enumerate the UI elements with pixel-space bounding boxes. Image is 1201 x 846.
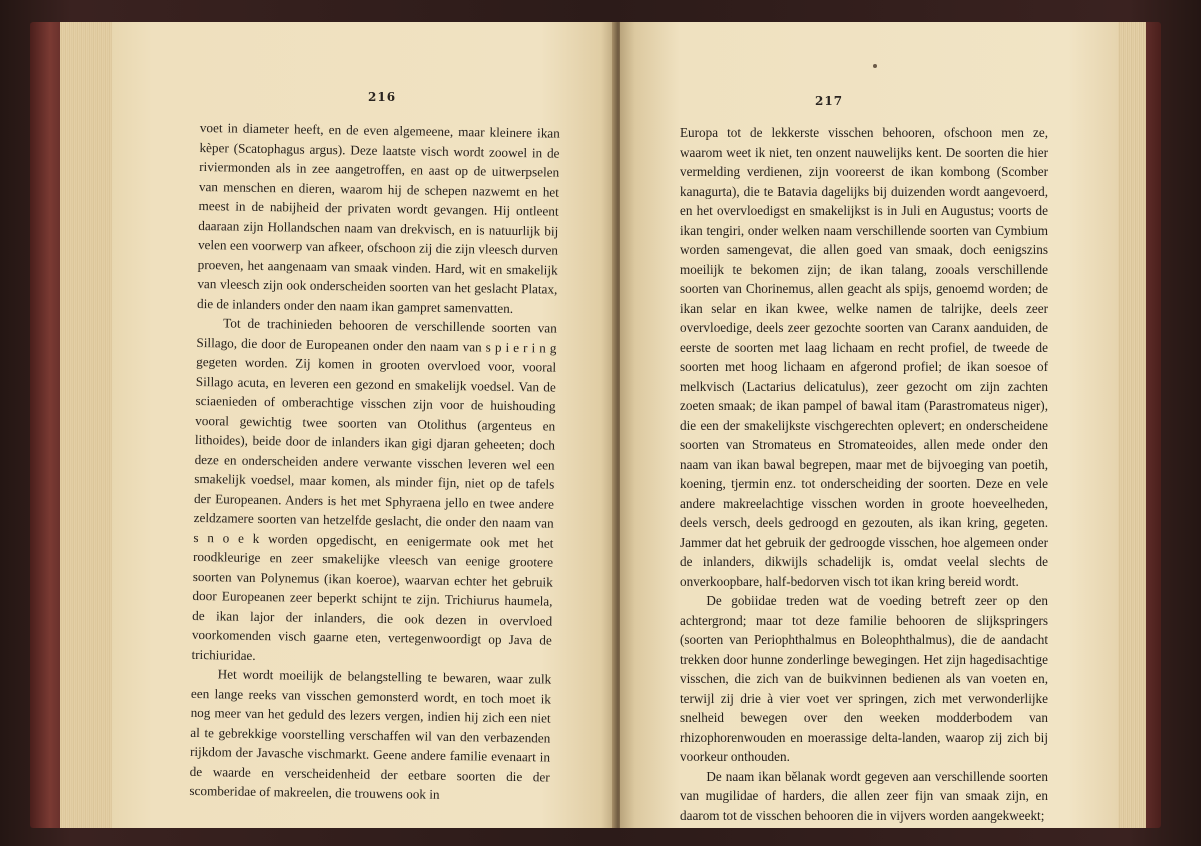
page-number: 216 [368,90,397,104]
paragraph: De naam ikan bělanak wordt gegeven aan verschillende soorten van mugilidae of harders, die allen zeer fijn van smaak zijn, en daarom tot de visschen behooren die in vijvers worden aangekweekt; [680,768,1048,823]
paragraph: Europa tot de lekkerste visschen behooren, ofschoon men ze, waarom weet ik niet, ten onzent nauwelijks kent. De soorten die hier vermelding verdienen, zijn vooreerst de ikan kombong (Scomber kanagurta), die te Batavia dagelijks bij duizenden wordt aangevoerd, en het overvloedigst en smakelijkst is in Juli en Augustus; voorts de ikan tengiri, onder welken naam verschillende soorten van Cymbium worden samengevat, die allen goed van smaak, doch eenigszins moeilijk te bekomen zijn; de ikan talang, zooals verschillende soorten van Chorinemus, allen geacht als spijs, genoemd worden; de ikan selar en ikan kwee, welke namen de talrijke, deels zeer overvloedige, deels zeer gezochte soorten van Caranx aanduiden, de eerste de soorten met laag lichaam en recht profiel, de tweede de soorten met hoog lichaam en afgerond profiel; de ikan soesoe of melkvisch (Lactarius delicatulus), zeer gezocht om zijn zachten zoeten smaak; de ikan pampel of bawal itam (Parastromateus niger), die een der smakelijkste vischgerechten oplevert; en onderscheidene soorten van Stromateus en Stromateoides, allen mede onder den naam van ikan bawal begrepen, maar met de bijvoeging van poetih, koening, tjermin enz. tot onderscheiding der soorten. Deze en vele andere makreelachtige visschen worden in groote hoeveelheden, deels versch, deels gedroogd en gezouten, als ikan kring, gegeten. Jammer dat het gebruik der gedroogde visschen, hoe algemeen onder de inlanders, dikwijls schadelijk is, omdat veelal slechts de onverkoopbare, half-bedorven visch tot ikan kring bereid wordt. [680,125,1048,589]
page-number: 217 [815,94,844,108]
page-edges-right [1114,22,1146,828]
paragraph: De gobiidae treden wat de voeding betreft zeer op den achtergrond; maar tot deze familie behooren de slijkspringers (soorten van Periophthalmus en Boleophthalmus), die de aandacht trekken door hunne zonderlinge bewegingen. Het zijn hagedisachtige visschen, die zich van de buikvinnen bedienen als van voeten en, terwijl zij drie à vier voet ver springen, zich met verwonderlijke snelheid bewegen over den weeken modderbodem van rhizophorenwouden en moerassige delta-landen, waarop zij zich bij voorkeur onthouden. [680,593,1048,764]
page-body [189,118,560,806]
paper-speck [873,64,877,68]
right-page [620,22,1118,828]
page-edges-left [60,22,118,828]
left-page [112,22,616,828]
paragraph: Tot de trachinieden behooren de verschillende soorten van Sillago, die door de Europeanen onder den naam van s p i e r i n g gegeten worden. Zij komen in grooten overvloed voor, vooral Sillago acuta, en leveren een gezond en smakelijk voedsel. Van de sciaenieden of omberachtige visschen zijn voor de huishouding vooral gewichtig twee soorten van Otolithus (argenteus en lithoides), beide door de inlanders ikan gigi djaran geheeten; doch deze en onderscheiden andere verwante visschen leveren wel een smakelijk voedsel, maar komen, als minder fijn, niet op de tafels der Europeanen. Anders is het met Sphyraena jello en twee andere zeldzamere soorten van hetzelfde geslacht, die onder den naam van s n o e k worden opgedischt, en eenigermate ook met het roodkleurige en zeer smakelijke vleesch van eenige grootere soorten van Polynemus (ikan koeroe), waarvan echter het gebruik door Europeanen zeer beperkt schijnt te zijn. Trichiurus haumela, de ikan lajor der inlanders, die ook dezen in overvloed voorkomenden visch gaarne eten, vertegenwoordigt op Java de trichiuridae. [191,315,557,663]
paragraph: voet in diameter heeft, en de even algemeene, maar kleinere ikan kèper (Scatophagus argus). Deze laatste visch wordt zoowel in de riviermonden als in zee aangetroffen, en aast op de uitwerpselen van menschen en dieren, waarom hij de schepen nazwemt en het meest in de nabijheid der privaten wordt gevangen. Hij ontleent daaraan zijn Hollandschen naam van drekvisch, en is natuurlijk bij velen een voorwerp van afkeer, ofschoon zij die zijn vleesch durven proeven, het aangenaam van smaak vinden. Hard, wit en smakelijk van vleesch zijn ook onderscheiden soorten van het geslacht Platax, die de inlanders onder den naam ikan gampret samenvatten. [196,119,560,316]
page-body [680,123,1048,825]
paragraph: Het wordt moeilijk de belangstelling te bewaren, waar zulk een lange reeks van visschen gemonsterd wordt, en toch moet ik nog meer van het geduld des lezers vergen, indien hij zich een niet al te gebrekkige voorstelling verschaffen wil van den verbazenden rijkdom der Javasche vischmarkt. Geene andere familie evenaart in de waarde en verscheidenheid der eetbare soorten die der scomberidae of makreelen, die trouwens ook in [189,666,552,802]
